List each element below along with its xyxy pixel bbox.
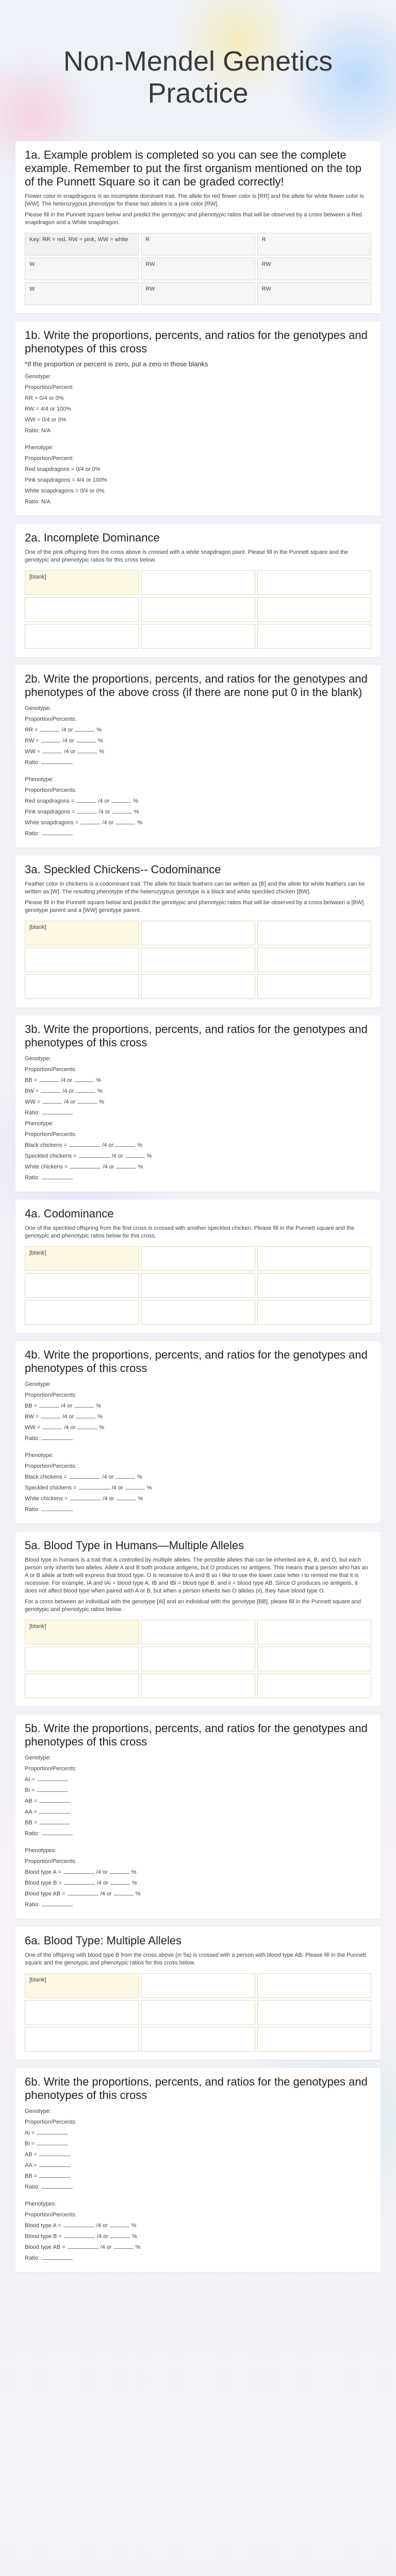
answer-input[interactable] bbox=[39, 1807, 70, 1814]
fraction-input[interactable] bbox=[42, 747, 62, 753]
ratio-input[interactable] bbox=[42, 1505, 73, 1511]
percent-input[interactable] bbox=[77, 747, 97, 753]
section-heading: 3b. Write the proportions, percents, and ratios for the genotypes and phenotypes of this cross bbox=[25, 1023, 368, 1049]
answer-line: Phenotype: bbox=[25, 1452, 54, 1459]
problem-text: Feather color in chickens is a codominant trait. The allele for black feathers can be written as [B] and the allele for white feathers can be written as [W]. The resulting phenotype of the heterozygous genotype is a black and white speckled chicken [BW]. bbox=[25, 881, 365, 895]
answer-input[interactable] bbox=[37, 1786, 68, 1792]
percent-input[interactable] bbox=[77, 1423, 97, 1429]
answer-row: Red snapdragons = /4 or % bbox=[25, 796, 371, 807]
problem-text: Please fill in the Punnett square below and predict the genotypic and phenotypic ratios that will be observed by a cross between a [BW] genotype parent and a [WW] genotype parent. bbox=[25, 900, 364, 913]
punnett-input-cell[interactable] bbox=[257, 2000, 371, 2025]
ratio-input[interactable] bbox=[42, 2182, 73, 2189]
answer-line: Genotype: bbox=[25, 705, 51, 711]
percent-input[interactable] bbox=[114, 2243, 134, 2249]
punnett-cell: R bbox=[141, 233, 255, 256]
punnett-input-cell[interactable] bbox=[141, 974, 255, 999]
answer-input[interactable] bbox=[37, 2128, 68, 2134]
answer-line: Phenotypes: bbox=[25, 2201, 57, 2207]
fraction-input[interactable] bbox=[41, 1087, 60, 1093]
percent-input[interactable] bbox=[125, 1483, 145, 1489]
punnett-cell: R bbox=[257, 233, 371, 256]
answer-line: WW = 0/4 or 0% bbox=[25, 417, 67, 423]
answer-line: Phenotype: bbox=[25, 445, 54, 451]
answer-line: Ratio: N/A bbox=[25, 428, 51, 434]
percent-input[interactable] bbox=[112, 807, 132, 814]
punnett-cell: RW bbox=[141, 282, 255, 305]
answer-line: Proportion/Percents: bbox=[25, 2212, 77, 2218]
answer-row: BB = /4 or % bbox=[25, 1075, 371, 1086]
answer-row: Speckled chickens = /4 or % bbox=[25, 1483, 371, 1494]
answer-block bbox=[25, 1054, 371, 1183]
answer-line: Proportion/Percents: bbox=[25, 1463, 77, 1469]
fraction-input[interactable] bbox=[70, 1162, 101, 1168]
percent-input[interactable] bbox=[76, 736, 96, 742]
answer-row: Ratio: bbox=[25, 1900, 371, 1910]
punnett-square-input bbox=[25, 1246, 371, 1325]
answer-line: RR = 0/4 or 0% bbox=[25, 395, 64, 401]
punnett-square-input bbox=[25, 1973, 371, 2052]
answer-row: BW = /4 or % bbox=[25, 1412, 371, 1422]
punnett-input-cell[interactable] bbox=[257, 947, 371, 972]
percent-input[interactable] bbox=[116, 1162, 136, 1168]
answer-line: Phenotypes: bbox=[25, 1848, 57, 1854]
percent-input[interactable] bbox=[110, 2232, 130, 2238]
punnett-input-cell[interactable] bbox=[25, 2000, 139, 2025]
punnett-input-cell[interactable] bbox=[141, 1647, 255, 1671]
answer-row: AB = bbox=[25, 1796, 371, 1807]
answer-row: Ratio: bbox=[25, 1828, 371, 1839]
problem-text: One of the pink offspring from the cross above is crossed with a white snapdragon plant. Please fill in the Punnett square and the genotypic and phenotypic ratios for this cross below. bbox=[25, 549, 349, 563]
answer-line: Proportion/Percents: bbox=[25, 1066, 77, 1073]
punnett-input-cell[interactable] bbox=[25, 1300, 139, 1325]
answer-row: White chickens = /4 or % bbox=[25, 1162, 371, 1173]
punnett-input-cell[interactable] bbox=[141, 1246, 255, 1271]
punnett-input-cell[interactable] bbox=[25, 1647, 139, 1671]
answer-row: AA = bbox=[25, 1807, 371, 1818]
punnett-input-cell[interactable] bbox=[257, 974, 371, 999]
answer-row: Black chickens = /4 or % bbox=[25, 1472, 371, 1483]
punnett-input-cell[interactable] bbox=[25, 974, 139, 999]
punnett-blank-cell: [blank] bbox=[25, 570, 139, 595]
answer-input[interactable] bbox=[39, 2172, 70, 2178]
answer-row: AA = bbox=[25, 2160, 371, 2171]
answer-line: Proportion/Percents: bbox=[25, 1766, 77, 1772]
problem-text: Blood type in humans is a trait that is controlled by multiple alleles. The possible alleles that can be inherited are A, B, and O, but each person only inherits two alleles. Allele A and B both produce antigens, but O produces no antigens. This means that a person who has an A or B allele at both will express that blood type. O is recessive to A and B so I like to use the lower case letter i to remind me that it is recessive. For example, IA and IAi = blood type A, IB and IBi = blood type B, and ii = blood type AB. Since O produces no antigens, it does not affect blood type when paired with A or B, but when a person inherits two O alleles (ii), they have blood type O. bbox=[25, 1557, 368, 1594]
answer-row: Ratio: bbox=[25, 1504, 371, 1515]
answer-row: BB = bbox=[25, 2171, 371, 2182]
answer-row: AB = bbox=[25, 2149, 371, 2160]
answer-row: Pink snapdragons = /4 or % bbox=[25, 807, 371, 818]
section-5a bbox=[15, 1532, 381, 1706]
answer-row: Bi = bbox=[25, 2139, 371, 2149]
ratio-input[interactable] bbox=[42, 1108, 73, 1114]
answer-row: WW = /4 or % bbox=[25, 747, 371, 757]
answer-input[interactable] bbox=[39, 1797, 70, 1803]
punnett-input-cell[interactable] bbox=[257, 1973, 371, 1998]
fraction-input[interactable] bbox=[42, 1423, 62, 1429]
ratio-input[interactable] bbox=[42, 2253, 73, 2260]
punnett-input-cell[interactable] bbox=[257, 1673, 371, 1698]
punnett-input-cell[interactable] bbox=[141, 570, 255, 595]
answer-line: Proportion/Percents: bbox=[25, 1858, 77, 1865]
fraction-input[interactable] bbox=[63, 1868, 94, 1874]
answer-input[interactable] bbox=[37, 1775, 68, 1781]
ratio-input[interactable] bbox=[42, 1829, 73, 1835]
ratio-input[interactable] bbox=[42, 1900, 73, 1906]
ratio-input[interactable] bbox=[42, 758, 73, 764]
answer-line: Genotype: bbox=[25, 374, 51, 380]
percent-input[interactable] bbox=[110, 1868, 129, 1874]
answer-row: Blood type B = /4 or % bbox=[25, 2231, 371, 2242]
punnett-input-cell[interactable] bbox=[141, 1620, 255, 1645]
section-3b bbox=[15, 1015, 381, 1192]
punnett-blank-cell: [blank] bbox=[25, 1620, 139, 1645]
answer-row: RW = /4 or % bbox=[25, 736, 371, 747]
punnett-input-cell[interactable] bbox=[257, 921, 371, 945]
punnett-input-cell[interactable] bbox=[257, 1620, 371, 1645]
punnett-input-cell[interactable] bbox=[25, 2027, 139, 2052]
answer-line: Phenotype: bbox=[25, 1121, 54, 1127]
fraction-input[interactable] bbox=[80, 818, 100, 824]
percent-input[interactable] bbox=[111, 796, 131, 803]
answer-input[interactable] bbox=[39, 2161, 70, 2167]
percent-input[interactable] bbox=[116, 1472, 135, 1479]
percent-input[interactable] bbox=[110, 1878, 130, 1885]
section-heading: 5a. Blood Type in Humans—Multiple Alleles bbox=[25, 1539, 244, 1552]
answer-row: Ratio: bbox=[25, 2182, 371, 2193]
genotype-answers bbox=[25, 371, 371, 507]
punnett-blank-cell: [blank] bbox=[25, 921, 139, 945]
answer-row: BW = /4 or % bbox=[25, 1086, 371, 1097]
percent-input[interactable] bbox=[114, 1889, 134, 1895]
punnett-square bbox=[25, 233, 371, 305]
punnett-input-cell[interactable] bbox=[141, 921, 255, 945]
answer-input[interactable] bbox=[39, 1818, 70, 1824]
fraction-input[interactable] bbox=[79, 1483, 110, 1489]
section-1a bbox=[15, 141, 381, 313]
section-heading: 5b. Write the proportions, percents, and ratios for the genotypes and phenotypes of this cross bbox=[25, 1722, 368, 1748]
ratio-input[interactable] bbox=[42, 1173, 73, 1179]
answer-line: Proportion/Percents: bbox=[25, 2119, 77, 2125]
punnett-input-cell[interactable] bbox=[257, 624, 371, 649]
punnett-input-cell[interactable] bbox=[257, 1246, 371, 1271]
answer-row: Ratio: bbox=[25, 1173, 371, 1183]
problem-text: Flower color in snapdragons is an incomplete dominant trait. The allele for red flower color is [RR] and the allele for white flower color is [WW]. The heterozygous phenotype for these two alleles is a pink color [RW]. bbox=[25, 193, 364, 207]
fraction-input[interactable] bbox=[69, 1141, 100, 1147]
answer-line: Pink snapdragons = 4/4 or 100% bbox=[25, 477, 107, 483]
answer-block bbox=[25, 1753, 371, 1910]
punnett-input-cell[interactable] bbox=[257, 570, 371, 595]
ratio-input[interactable] bbox=[42, 829, 73, 835]
percent-input[interactable] bbox=[74, 1076, 94, 1082]
section-heading: 4b. Write the proportions, percents, and ratios for the genotypes and phenotypes of this cross bbox=[25, 1348, 368, 1375]
section-1b bbox=[15, 321, 381, 516]
punnett-blank-cell: [blank] bbox=[25, 1973, 139, 1998]
punnett-input-cell[interactable] bbox=[25, 1273, 139, 1298]
section-heading: 3a. Speckled Chickens-- Codominance bbox=[25, 863, 221, 876]
section-5b bbox=[15, 1715, 381, 1919]
percent-input[interactable] bbox=[116, 1141, 135, 1147]
percent-input[interactable] bbox=[125, 1151, 145, 1158]
punnett-input-cell[interactable] bbox=[257, 2027, 371, 2052]
answer-block bbox=[25, 1379, 371, 1515]
answer-line: Genotype: bbox=[25, 2108, 51, 2114]
answer-row: Ratio: bbox=[25, 828, 371, 839]
percent-input[interactable] bbox=[76, 1412, 95, 1418]
section-3a bbox=[15, 856, 381, 1007]
section-heading: 1a. Example problem is completed so you can see the complete example. Remember to put the first organism mentioned on the top of the Punnett Square so it can be graded correctly! bbox=[25, 148, 362, 188]
section-6b bbox=[15, 2068, 381, 2272]
fraction-input[interactable] bbox=[70, 1494, 101, 1500]
answer-row: Bi = bbox=[25, 1785, 371, 1796]
punnett-input-cell[interactable] bbox=[257, 597, 371, 622]
fraction-input[interactable] bbox=[39, 1401, 59, 1408]
punnett-input-cell[interactable] bbox=[257, 1647, 371, 1671]
punnett-input-cell[interactable] bbox=[257, 1273, 371, 1298]
punnett-cell: RW bbox=[257, 282, 371, 305]
answer-row: Blood type A = /4 or % bbox=[25, 2221, 371, 2231]
problem-text: One of the offspring with blood type B from the cross above (in 5a) is crossed with a person with blood type AB. Please fill in the Punnett square and the genotypic and phenotypic ratios for this cross below. bbox=[25, 1952, 366, 1966]
answer-line: Ratio: N/A bbox=[25, 499, 51, 505]
answer-line: Red snapdragons = 0/4 or 0% bbox=[25, 466, 101, 472]
answer-line: Genotype: bbox=[25, 1056, 51, 1062]
section-4a bbox=[15, 1200, 381, 1333]
punnett-input-cell[interactable] bbox=[141, 2000, 255, 2025]
punnett-input-cell[interactable] bbox=[141, 2027, 255, 2052]
punnett-input-cell[interactable] bbox=[141, 1300, 255, 1325]
answer-line: Phenotype: bbox=[25, 776, 54, 783]
fraction-input[interactable] bbox=[64, 1878, 95, 1885]
punnett-square-input bbox=[25, 921, 371, 999]
answer-row: White chickens = /4 or % bbox=[25, 1494, 371, 1504]
section-2a bbox=[15, 524, 381, 657]
fraction-input[interactable] bbox=[41, 736, 61, 742]
answer-row: BB = bbox=[25, 1818, 371, 1828]
punnett-input-cell[interactable] bbox=[25, 597, 139, 622]
fraction-input[interactable] bbox=[68, 1889, 98, 1895]
punnett-cell: W bbox=[25, 282, 139, 305]
answer-row: Ratio: bbox=[25, 1108, 371, 1118]
answer-row: Blood type A = /4 or % bbox=[25, 1867, 371, 1878]
answer-row: Ratio: bbox=[25, 1433, 371, 1444]
fraction-input[interactable] bbox=[41, 1412, 60, 1418]
percent-input[interactable] bbox=[74, 1401, 94, 1408]
punnett-input-cell[interactable] bbox=[25, 947, 139, 972]
percent-input[interactable] bbox=[110, 2221, 129, 2227]
punnett-blank-cell: [blank] bbox=[25, 1246, 139, 1271]
answer-line: Proportion/Percents: bbox=[25, 787, 77, 793]
problem-text: Please fill in the Punnett square below and predict the genotypic and phenotypic ratios that will be observed by a cross between a Red snapdragon and a White snapdragon. bbox=[25, 212, 362, 226]
section-subheading: *If the proportion or percent is zero, put a zero in those blanks bbox=[25, 360, 208, 368]
fraction-input[interactable] bbox=[40, 725, 59, 732]
fraction-input[interactable] bbox=[39, 1076, 59, 1082]
answer-row: BB = /4 or % bbox=[25, 1401, 371, 1412]
answer-row: AI = bbox=[25, 1774, 371, 1785]
fraction-input[interactable] bbox=[42, 1097, 62, 1104]
fraction-input[interactable] bbox=[64, 2232, 95, 2238]
punnett-input-cell[interactable] bbox=[141, 1973, 255, 1998]
punnett-square-input bbox=[25, 570, 371, 649]
answer-row: WW = /4 or % bbox=[25, 1097, 371, 1108]
answer-row: Ratio: bbox=[25, 757, 371, 768]
punnett-key-cell: Key: RR = red, RW = pink, WW = white bbox=[25, 233, 139, 256]
answer-row: Black chickens = /4 or % bbox=[25, 1140, 371, 1151]
punnett-square-input bbox=[25, 1620, 371, 1698]
answer-line: Proportion/Percents: bbox=[25, 1392, 77, 1398]
fraction-input[interactable] bbox=[79, 1151, 110, 1158]
answer-line: Genotype: bbox=[25, 1381, 51, 1387]
section-heading: 6a. Blood Type: Multiple Alleles bbox=[25, 1934, 182, 1947]
answer-line: Proportion/Percent: bbox=[25, 455, 74, 462]
answer-line: Proportion/Percent: bbox=[25, 384, 74, 391]
section-6a bbox=[15, 1927, 381, 2060]
answer-input[interactable] bbox=[37, 2139, 68, 2145]
punnett-input-cell[interactable] bbox=[257, 1300, 371, 1325]
answer-row: Speckled chickens = /4 or % bbox=[25, 1151, 371, 1162]
answer-block bbox=[25, 2106, 371, 2264]
punnett-input-cell[interactable] bbox=[141, 1673, 255, 1698]
page-title: Non-Mendel Genetics Practice bbox=[63, 46, 333, 109]
answer-row: RR = /4 or % bbox=[25, 725, 371, 736]
percent-input[interactable] bbox=[116, 818, 135, 824]
answer-input[interactable] bbox=[39, 2150, 70, 2156]
answer-line: Proportion/Percents: bbox=[25, 716, 77, 722]
section-heading: 2b. Write the proportions, percents, and ratios for the genotypes and phenotypes of the above cross (if there are none put 0 in the blank) bbox=[25, 672, 368, 699]
fraction-input[interactable] bbox=[68, 2243, 98, 2249]
punnett-input-cell[interactable] bbox=[141, 947, 255, 972]
percent-input[interactable] bbox=[77, 1097, 97, 1104]
answer-block bbox=[25, 703, 371, 839]
answer-row: Ai = bbox=[25, 2128, 371, 2139]
punnett-input-cell[interactable] bbox=[141, 597, 255, 622]
punnett-cell: RW bbox=[141, 258, 255, 280]
answer-row: Ratio: bbox=[25, 2253, 371, 2264]
punnett-input-cell[interactable] bbox=[25, 1673, 139, 1698]
section-4b bbox=[15, 1341, 381, 1523]
fraction-input[interactable] bbox=[76, 796, 96, 803]
section-heading: 6b. Write the proportions, percents, and ratios for the genotypes and phenotypes of this cross bbox=[25, 2075, 368, 2102]
ratio-input[interactable] bbox=[42, 1434, 73, 1440]
problem-text: For a cross between an individual with the genotype [Ai] and an individual with the genotype [BB], please fill in the Punnett square and genotypic and phenotypic ratios below. bbox=[25, 1599, 361, 1613]
answer-row: Blood type B = /4 or % bbox=[25, 1878, 371, 1889]
problem-text: One of the speckled offspring from the first cross is crossed with another speckled chicken. Please fill in the Punnett square and the genotypic and phenotypic ratios below for this cross. bbox=[25, 1225, 355, 1239]
answer-row: White snapdragons = /4 or % bbox=[25, 818, 371, 828]
punnett-cell: W bbox=[25, 258, 139, 280]
percent-input[interactable] bbox=[76, 1087, 95, 1093]
section-heading: 1b. Write the proportions, percents, and ratios for the genotypes and phenotypes of this cross bbox=[25, 329, 368, 355]
section-heading: 2a. Incomplete Dominance bbox=[25, 531, 160, 544]
percent-input[interactable] bbox=[75, 725, 94, 732]
answer-line: Genotype: bbox=[25, 1755, 51, 1761]
section-2b bbox=[15, 665, 381, 848]
answer-line: White snapdragons = 0/4 or 0% bbox=[25, 488, 105, 494]
punnett-input-cell[interactable] bbox=[141, 1273, 255, 1298]
answer-row: Blood type AB = /4 or % bbox=[25, 2242, 371, 2253]
answer-row: WW = /4 or % bbox=[25, 1422, 371, 1433]
punnett-input-cell[interactable] bbox=[25, 624, 139, 649]
percent-input[interactable] bbox=[116, 1494, 136, 1500]
answer-row: Blood type AB = /4 or % bbox=[25, 1889, 371, 1900]
fraction-input[interactable] bbox=[77, 807, 97, 814]
answer-line: Proportion/Percents: bbox=[25, 1131, 77, 1138]
fraction-input[interactable] bbox=[69, 1472, 100, 1479]
section-heading: 4a. Codominance bbox=[25, 1207, 114, 1220]
punnett-input-cell[interactable] bbox=[141, 624, 255, 649]
fraction-input[interactable] bbox=[63, 2221, 94, 2227]
punnett-cell: RW bbox=[257, 258, 371, 280]
answer-line: RW = 4/4 or 100% bbox=[25, 406, 71, 412]
